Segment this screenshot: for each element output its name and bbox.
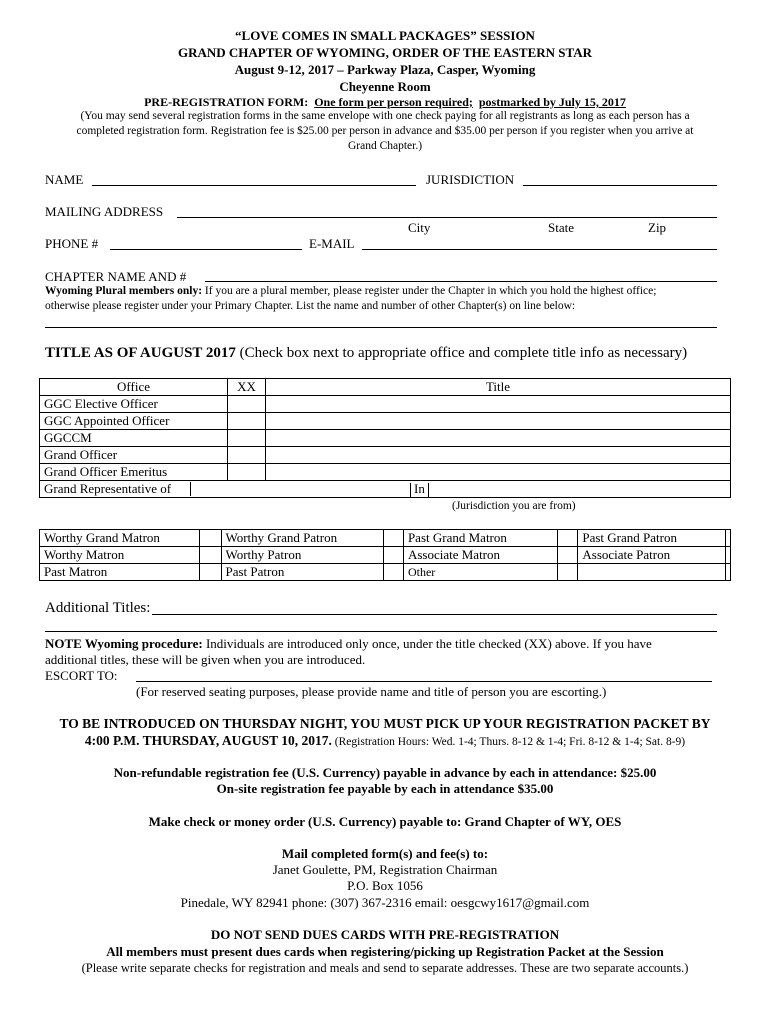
office-checkbox[interactable] [726, 547, 731, 564]
office-cell [578, 564, 726, 581]
chapter-field[interactable] [205, 281, 717, 282]
title-input[interactable] [266, 430, 731, 447]
mail-to-heading: Mail completed form(s) and fee(s) to: [281, 846, 489, 861]
registration-hours: (Registration Hours: Wed. 1-4; Thurs. 8-12 & 1-4; Fri. 8-12 & 1-4; Sat. 8-9) [331, 736, 686, 748]
introduced-line-1: TO BE INTRODUCED ON THURSDAY NIGHT, YOU MUST PICK UP YOUR REGISTRATION PACKET BY [59, 716, 711, 731]
office-cell: Past Matron [40, 564, 200, 581]
title-header: Title [266, 379, 731, 396]
plural-note-1 [45, 285, 656, 297]
note-procedure-bold: NOTE Wyoming procedure: [45, 636, 203, 651]
xx-checkbox[interactable] [228, 396, 266, 413]
title-heading [45, 345, 687, 362]
escort-field[interactable] [136, 681, 712, 682]
office-checkbox[interactable] [384, 564, 404, 581]
table-row [40, 413, 731, 430]
other-chapters-field[interactable] [45, 327, 717, 328]
fee-onsite: On-site registration fee payable by each in attendance $35.00 [216, 781, 554, 796]
note-procedure-1 [45, 636, 652, 652]
table-row [40, 447, 731, 464]
no-dues-cards: DO NOT SEND DUES CARDS WITH PRE-REGISTRATION [210, 927, 560, 942]
xx-checkbox[interactable] [228, 464, 266, 481]
plural-note-text: If you are a plural member, please register under the Chapter in which you hold the highest office; [202, 285, 657, 297]
introduced-line-2 [0, 733, 770, 749]
contact-name: Janet Goulette, PM, Registration Chairman [272, 862, 498, 877]
office-checkbox[interactable] [199, 530, 221, 547]
jurisdiction-field[interactable] [523, 185, 717, 186]
title-input[interactable] [266, 447, 731, 464]
table-row [40, 547, 731, 564]
jurisdiction-label: JURISDICTION [426, 172, 515, 187]
event-room: Cheyenne Room [339, 79, 431, 94]
mailing-address-field[interactable] [177, 217, 717, 218]
org-title: GRAND CHAPTER OF WYOMING, ORDER OF THE EASTERN STAR [178, 45, 592, 60]
city-label: City [408, 220, 431, 235]
table-row [40, 564, 731, 581]
office-checkbox[interactable] [199, 547, 221, 564]
event-dates: August 9-12, 2017 – Parkway Plaza, Casper, Wyoming [234, 62, 536, 77]
email-field[interactable] [362, 249, 717, 250]
escort-note: (For reserved seating purposes, please provide name and title of person you are escorting.) [136, 684, 607, 699]
form-label: PRE-REGISTRATION FORM: [144, 95, 309, 109]
office-cell: Worthy Patron [221, 547, 384, 564]
office-checkbox[interactable] [557, 530, 578, 547]
xx-header: XX [228, 379, 266, 396]
in-label: In [414, 481, 425, 496]
table-row [40, 396, 731, 413]
plural-note-2: otherwise please register under your Primary Chapter. List the name and number of other Chapter(s) on line below: [45, 300, 576, 312]
office-cell: Grand Officer [40, 447, 228, 464]
office-checkbox[interactable] [726, 530, 731, 547]
dues-cards-required: All members must present dues cards when registering/picking up Registration Packet at the Session [106, 944, 664, 959]
office-cell: Worthy Grand Matron [40, 530, 200, 547]
title-heading-note: (Check box next to appropriate office and complete title info as necessary) [235, 345, 688, 361]
title-input[interactable] [266, 396, 731, 413]
title-input[interactable] [266, 413, 731, 430]
one-form-note: One form per person required; [314, 95, 473, 109]
contact-city: Pinedale, WY 82941 phone: (307) 367-2316 email: oesgcwy1617@gmail.com [180, 895, 590, 910]
office-cell: GGC Elective Officer [40, 396, 228, 413]
note-procedure-2: additional titles, these will be given when you are introduced. [45, 652, 366, 667]
plural-note-bold: Wyoming Plural members only: [45, 285, 203, 297]
session-title: “LOVE COMES IN SMALL PACKAGES” SESSION [235, 28, 535, 43]
xx-checkbox[interactable] [228, 430, 266, 447]
office-cell: Worthy Grand Patron [221, 530, 384, 547]
title-input[interactable] [266, 464, 731, 481]
grand-rep-input[interactable] [190, 482, 191, 496]
office-cell: Associate Matron [403, 547, 557, 564]
additional-titles-field-2[interactable] [45, 631, 717, 632]
introduced-deadline: 4:00 P.M. THURSDAY, AUGUST 10, 2017. [84, 733, 332, 748]
escort-label: ESCORT TO: [45, 668, 118, 683]
office-cell: Associate Patron [578, 547, 726, 564]
title-heading-bold: TITLE AS OF AUGUST 2017 [45, 345, 236, 361]
separate-checks-note: (Please write separate checks for registration and meals and send to separate addresses. These are two separate accounts.) [81, 961, 689, 975]
office-cell: GGC Appointed Officer [40, 413, 228, 430]
intro-note-2: completed registration form. Registration fee is $25.00 per person in advance and $35.00 per person if you register when you arrive at [76, 125, 694, 137]
additional-titles-label: Additional Titles: [45, 600, 151, 616]
grand-rep-label: Grand Representative of [44, 481, 172, 496]
office-cell: GGCCM [40, 430, 228, 447]
office-cell: Past Grand Patron [578, 530, 726, 547]
office-cell: Grand Officer Emeritus [40, 464, 228, 481]
contact-po-box: P.O. Box 1056 [347, 878, 423, 893]
zip-label: Zip [648, 220, 667, 235]
in-separator [410, 481, 429, 497]
office-cell: Worthy Matron [40, 547, 200, 564]
fee-advance: Non-refundable registration fee (U.S. Currency) payable in advance by each in attendance: $25.00 [113, 765, 657, 780]
office-header: Office [40, 379, 228, 396]
office-checkbox[interactable] [557, 564, 578, 581]
office-checkbox[interactable] [384, 547, 404, 564]
table-row [40, 481, 731, 498]
state-label: State [548, 220, 574, 235]
email-label: E-MAIL [309, 236, 355, 251]
name-field[interactable] [92, 185, 416, 186]
chapter-label: CHAPTER NAME AND # [45, 269, 187, 284]
office-checkbox[interactable] [557, 547, 578, 564]
office-checkbox[interactable] [726, 564, 731, 581]
table-row [40, 464, 731, 481]
table-row [40, 530, 731, 547]
office-checkbox[interactable] [384, 530, 404, 547]
intro-note-1: (You may send several registration forms in the same envelope with one check paying for all registrants as long as each person has a [80, 110, 690, 122]
office-cell: Past Grand Matron [403, 530, 557, 547]
table-row [40, 430, 731, 447]
office-cell: Past Patron [221, 564, 384, 581]
form-label-line [0, 95, 770, 110]
phone-field[interactable] [110, 249, 302, 250]
payable-to: Make check or money order (U.S. Currency) payable to: Grand Chapter of WY, OES [148, 814, 622, 829]
other-offices-table [39, 529, 731, 581]
title-table [39, 378, 731, 498]
xx-checkbox[interactable] [228, 447, 266, 464]
table-row [40, 379, 731, 396]
postmark-note: postmarked by July 15, 2017 [478, 95, 626, 109]
xx-checkbox[interactable] [228, 413, 266, 430]
name-label: NAME [45, 172, 84, 187]
jurisdiction-note: (Jurisdiction you are from) [452, 500, 576, 512]
intro-note-3: Grand Chapter.) [347, 140, 423, 152]
note-procedure-text: Individuals are introduced only once, under the title checked (XX) above. If you have [202, 636, 652, 651]
mailing-address-label: MAILING ADDRESS [45, 204, 164, 219]
phone-label: PHONE # [45, 236, 99, 251]
office-checkbox[interactable] [199, 564, 221, 581]
office-cell: Other [403, 564, 557, 581]
additional-titles-field[interactable] [152, 614, 717, 615]
grand-rep-row [40, 481, 731, 498]
